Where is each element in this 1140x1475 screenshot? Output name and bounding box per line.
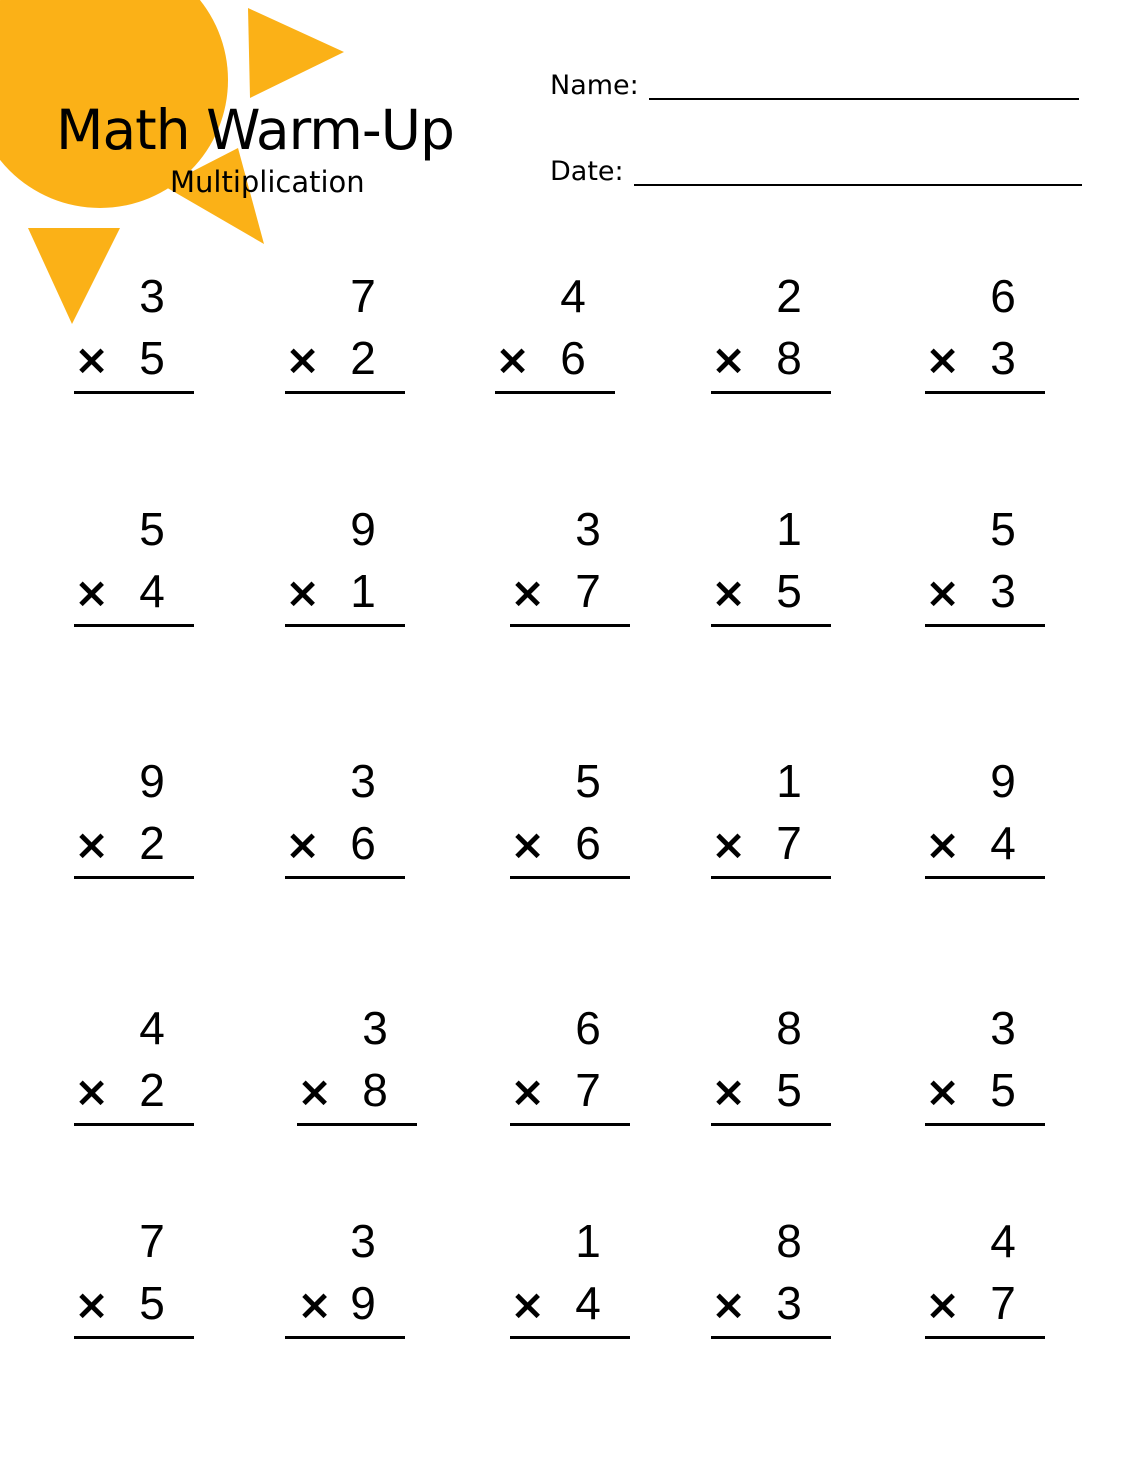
times-sign: × [510,1280,546,1329]
answer-line [925,391,1045,394]
problem-12 [285,755,415,885]
date-field [550,156,1082,188]
times-sign: × [925,335,961,384]
multiplicand: 7 [139,1215,165,1267]
times-sign: × [925,568,961,617]
multiplicand: 1 [575,1215,601,1267]
multiplier: 1 [350,565,376,617]
problem-25 [925,1215,1055,1345]
multiplicand: 3 [990,1002,1016,1054]
problem-22 [285,1215,415,1345]
problem-2 [285,270,415,400]
problem-9 [711,503,841,633]
multiplier: 5 [139,1277,165,1329]
problem-1 [74,270,204,400]
multiplicand: 6 [575,1002,601,1054]
multiplicand: 3 [350,1215,376,1267]
times-sign: × [711,820,747,869]
times-sign: × [510,1067,546,1116]
multiplier: 7 [990,1277,1016,1329]
multiplier: 3 [776,1277,802,1329]
answer-line [510,876,630,879]
times-sign: × [297,1280,333,1329]
answer-line [925,1336,1045,1339]
multiplicand: 1 [776,755,802,807]
name-label: Name: [550,70,639,101]
times-sign: × [711,335,747,384]
multiplier: 9 [350,1277,376,1329]
answer-line [74,1336,194,1339]
times-sign: × [74,820,110,869]
multiplicand: 8 [776,1215,802,1267]
multiplicand: 8 [776,1002,802,1054]
problem-11 [74,755,204,885]
multiplicand: 4 [990,1215,1016,1267]
times-sign: × [711,1280,747,1329]
answer-line [925,1123,1045,1126]
answer-line [297,1123,417,1126]
multiplicand: 2 [776,270,802,322]
worksheet-title: Math Warm-Up [56,98,454,162]
answer-line [510,1123,630,1126]
multiplier: 6 [350,817,376,869]
multiplier: 6 [560,332,586,384]
times-sign: × [74,335,110,384]
multiplicand: 1 [776,503,802,555]
date-label: Date: [550,156,624,187]
problem-14 [711,755,841,885]
times-sign: × [925,820,961,869]
problem-13 [510,755,640,885]
times-sign: × [74,1067,110,1116]
problem-20 [925,1002,1055,1132]
times-sign: × [925,1280,961,1329]
answer-line [285,876,405,879]
times-sign: × [510,820,546,869]
multiplier: 5 [776,565,802,617]
problem-24 [711,1215,841,1345]
multiplicand: 5 [990,503,1016,555]
problem-19 [711,1002,841,1132]
multiplier: 5 [776,1064,802,1116]
answer-line [285,391,405,394]
multiplier: 4 [139,565,165,617]
answer-line [285,624,405,627]
multiplier: 7 [776,817,802,869]
times-sign: × [495,335,531,384]
multiplier: 4 [990,817,1016,869]
problem-23 [510,1215,640,1345]
multiplier: 7 [575,565,601,617]
times-sign: × [711,1067,747,1116]
answer-line [510,1336,630,1339]
multiplicand: 4 [560,270,586,322]
sun-ray-top [248,8,344,98]
problem-21 [74,1215,204,1345]
multiplier: 6 [575,817,601,869]
multiplicand: 5 [575,755,601,807]
answer-line [711,1123,831,1126]
multiplicand: 9 [990,755,1016,807]
multiplier: 7 [575,1064,601,1116]
answer-line [925,624,1045,627]
multiplier: 8 [776,332,802,384]
answer-line [74,1123,194,1126]
name-field [550,70,1079,102]
times-sign: × [510,568,546,617]
problem-16 [74,1002,204,1132]
times-sign: × [74,568,110,617]
answer-line [495,391,615,394]
multiplicand: 4 [139,1002,165,1054]
multiplier: 5 [990,1064,1016,1116]
answer-line [74,624,194,627]
problem-10 [925,503,1055,633]
answer-line [711,876,831,879]
times-sign: × [711,568,747,617]
multiplier: 2 [350,332,376,384]
multiplier: 2 [139,817,165,869]
multiplicand: 3 [139,270,165,322]
multiplier: 3 [990,565,1016,617]
multiplier: 2 [139,1064,165,1116]
problem-15 [925,755,1055,885]
times-sign: × [925,1067,961,1116]
times-sign: × [74,1280,110,1329]
multiplicand: 3 [575,503,601,555]
multiplicand: 9 [139,755,165,807]
worksheet-subtitle: Multiplication [170,165,365,199]
answer-line [711,391,831,394]
problem-5 [925,270,1055,400]
multiplicand: 9 [350,503,376,555]
answer-line [711,624,831,627]
answer-line [925,876,1045,879]
multiplier: 4 [575,1277,601,1329]
problem-6 [74,503,204,633]
multiplicand: 5 [139,503,165,555]
problem-7 [285,503,415,633]
multiplicand: 6 [990,270,1016,322]
multiplicand: 3 [362,1002,388,1054]
answer-line [711,1336,831,1339]
answer-line [510,624,630,627]
multiplier: 3 [990,332,1016,384]
multiplier: 8 [362,1064,388,1116]
date-blank-line [634,184,1082,186]
times-sign: × [285,568,321,617]
multiplier: 5 [139,332,165,384]
multiplicand: 3 [350,755,376,807]
times-sign: × [285,335,321,384]
problem-4 [711,270,841,400]
problem-17 [297,1002,427,1132]
problem-8 [510,503,640,633]
problem-18 [510,1002,640,1132]
times-sign: × [297,1067,333,1116]
answer-line [285,1336,405,1339]
answer-line [74,391,194,394]
times-sign: × [285,820,321,869]
problem-3 [495,270,625,400]
name-blank-line [649,98,1079,100]
multiplicand: 7 [350,270,376,322]
answer-line [74,876,194,879]
